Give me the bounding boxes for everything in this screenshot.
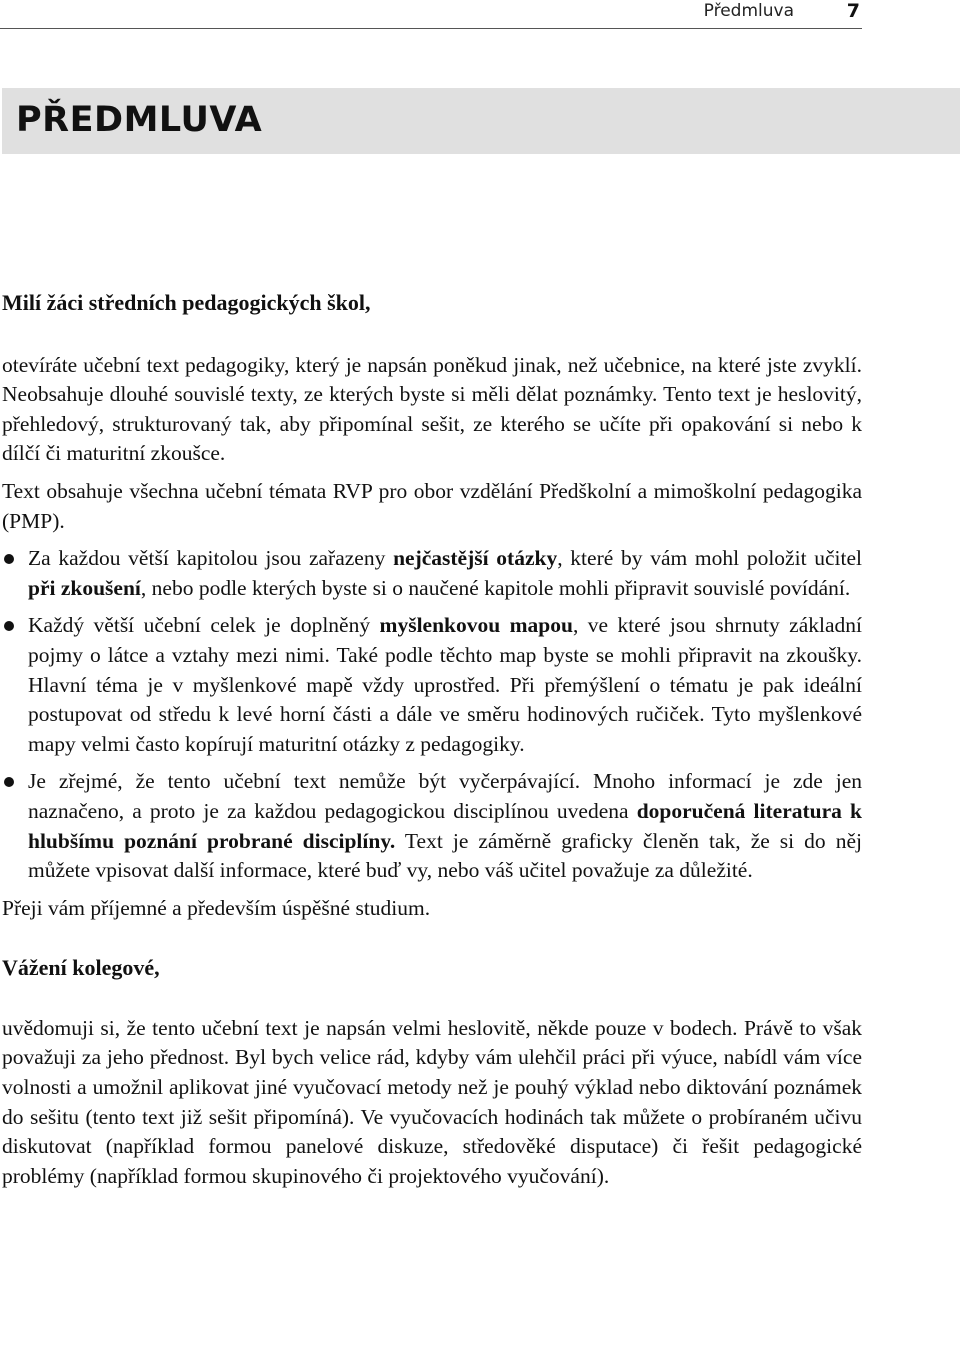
bullet-icon — [4, 777, 14, 787]
bullet-icon — [4, 621, 14, 631]
colleagues-greeting: Vážení kolegové, — [2, 955, 160, 981]
bullet-emphasis: myšlenkovou mapou — [379, 613, 573, 638]
page-number: 7 — [846, 0, 860, 22]
students-closing: Přeji vám příjemné a především úspěšné studium. — [2, 895, 431, 920]
list-item — [2, 611, 862, 759]
bullet-text: Za každou větší kapitolou jsou zařazeny — [28, 546, 394, 571]
bullet-text: , ve které jsou shrnuty základní pojmy o látce a vztahy mezi nimi. Také podle těchto map byste se mohli připravit na zkoušky. Hlavní téma je v myšlenkové mapě vždy uprostřed. Při přemýšlení o tématu je pak ideální postupovat od středu k levé horní části a dále ve směru hodinových ručiček. Tyto myšlenkové mapy velmi často kopírují maturitní otázky z pedagogiky. — [28, 613, 862, 756]
features-list — [2, 544, 862, 886]
list-item — [2, 767, 862, 885]
list-item — [2, 544, 862, 603]
page-body — [2, 288, 862, 1199]
bullet-text: , nebo podle kterých byste si o naučené kapitole mohli připravit souvislé povídání. — [140, 575, 851, 600]
bullet-text: Každý větší učební celek je doplněný — [28, 613, 380, 638]
running-title: Předmluva — [703, 1, 794, 21]
bullet-text: Je zřejmé, že tento učební text nemůže být vyčerpávající. Mnoho informací je zde jen naznačeno, a proto je za každou pedagogickou disciplínou uvedena — [28, 769, 862, 823]
bullet-emphasis: při zkoušení — [28, 575, 141, 600]
students-rvp-paragraph: Text obsahuje všechna učební témata RVP pro obor vzdělání Předškolní a mimoškolní pedagogika (PMP). — [2, 478, 862, 533]
colleagues-paragraph: uvědomuji si, že tento učební text je napsán velmi heslovitě, někde pouze v bodech. Právě to však považuji za jeho přednost. Byl bych velice rád, kdyby vám ulehčil práci při výuce, nabídl vám více volnosti a umožnil aplikovat jiné vyučovací metody než je pouhý výklad nebo diktování poznámek do sešitu (tento text již sešit připomíná). Ve vyučovacích hodinách tak můžete o probíraném učivu diskutovat (například formou panelové diskuze, středověké disputace) či řešit pedagogické problémy (například formou skupinového či projektového vyučování). — [2, 1015, 862, 1188]
bullet-text: Text je záměrně graficky členěn tak, že si do něj můžete vpisovat další informace, které buď vy, nebo váš učitel považuje za důležité. — [28, 828, 862, 883]
bullet-emphasis: nejčastější otázky — [393, 546, 558, 571]
bullet-emphasis: doporučená literatura k hlubšímu poznání probrané disciplíny. — [28, 798, 862, 853]
chapter-heading-band — [2, 88, 960, 154]
section-spacer — [2, 931, 862, 953]
students-greeting: Milí žáci středních pedagogických škol, — [2, 290, 371, 315]
bullet-text: , které by vám mohl položit učitel — [557, 546, 863, 571]
chapter-title: PŘEDMLUVA — [16, 100, 263, 140]
students-intro-paragraph: otevíráte učební text pedagogiky, který je napsán poněkud jinak, než učebnice, na které jste zvyklí. Neobsahuje dlouhé souvislé texty, ze kterých byste si měli dělat poznámky. Tento text je heslovitý, přehledový, strukturovaný tak, aby připomínal sešit, ze kterého se učíte při opakování si nebo k dílčí či maturitní zkoušce. — [2, 352, 862, 466]
running-header — [0, 0, 862, 29]
bullet-icon — [4, 554, 14, 564]
